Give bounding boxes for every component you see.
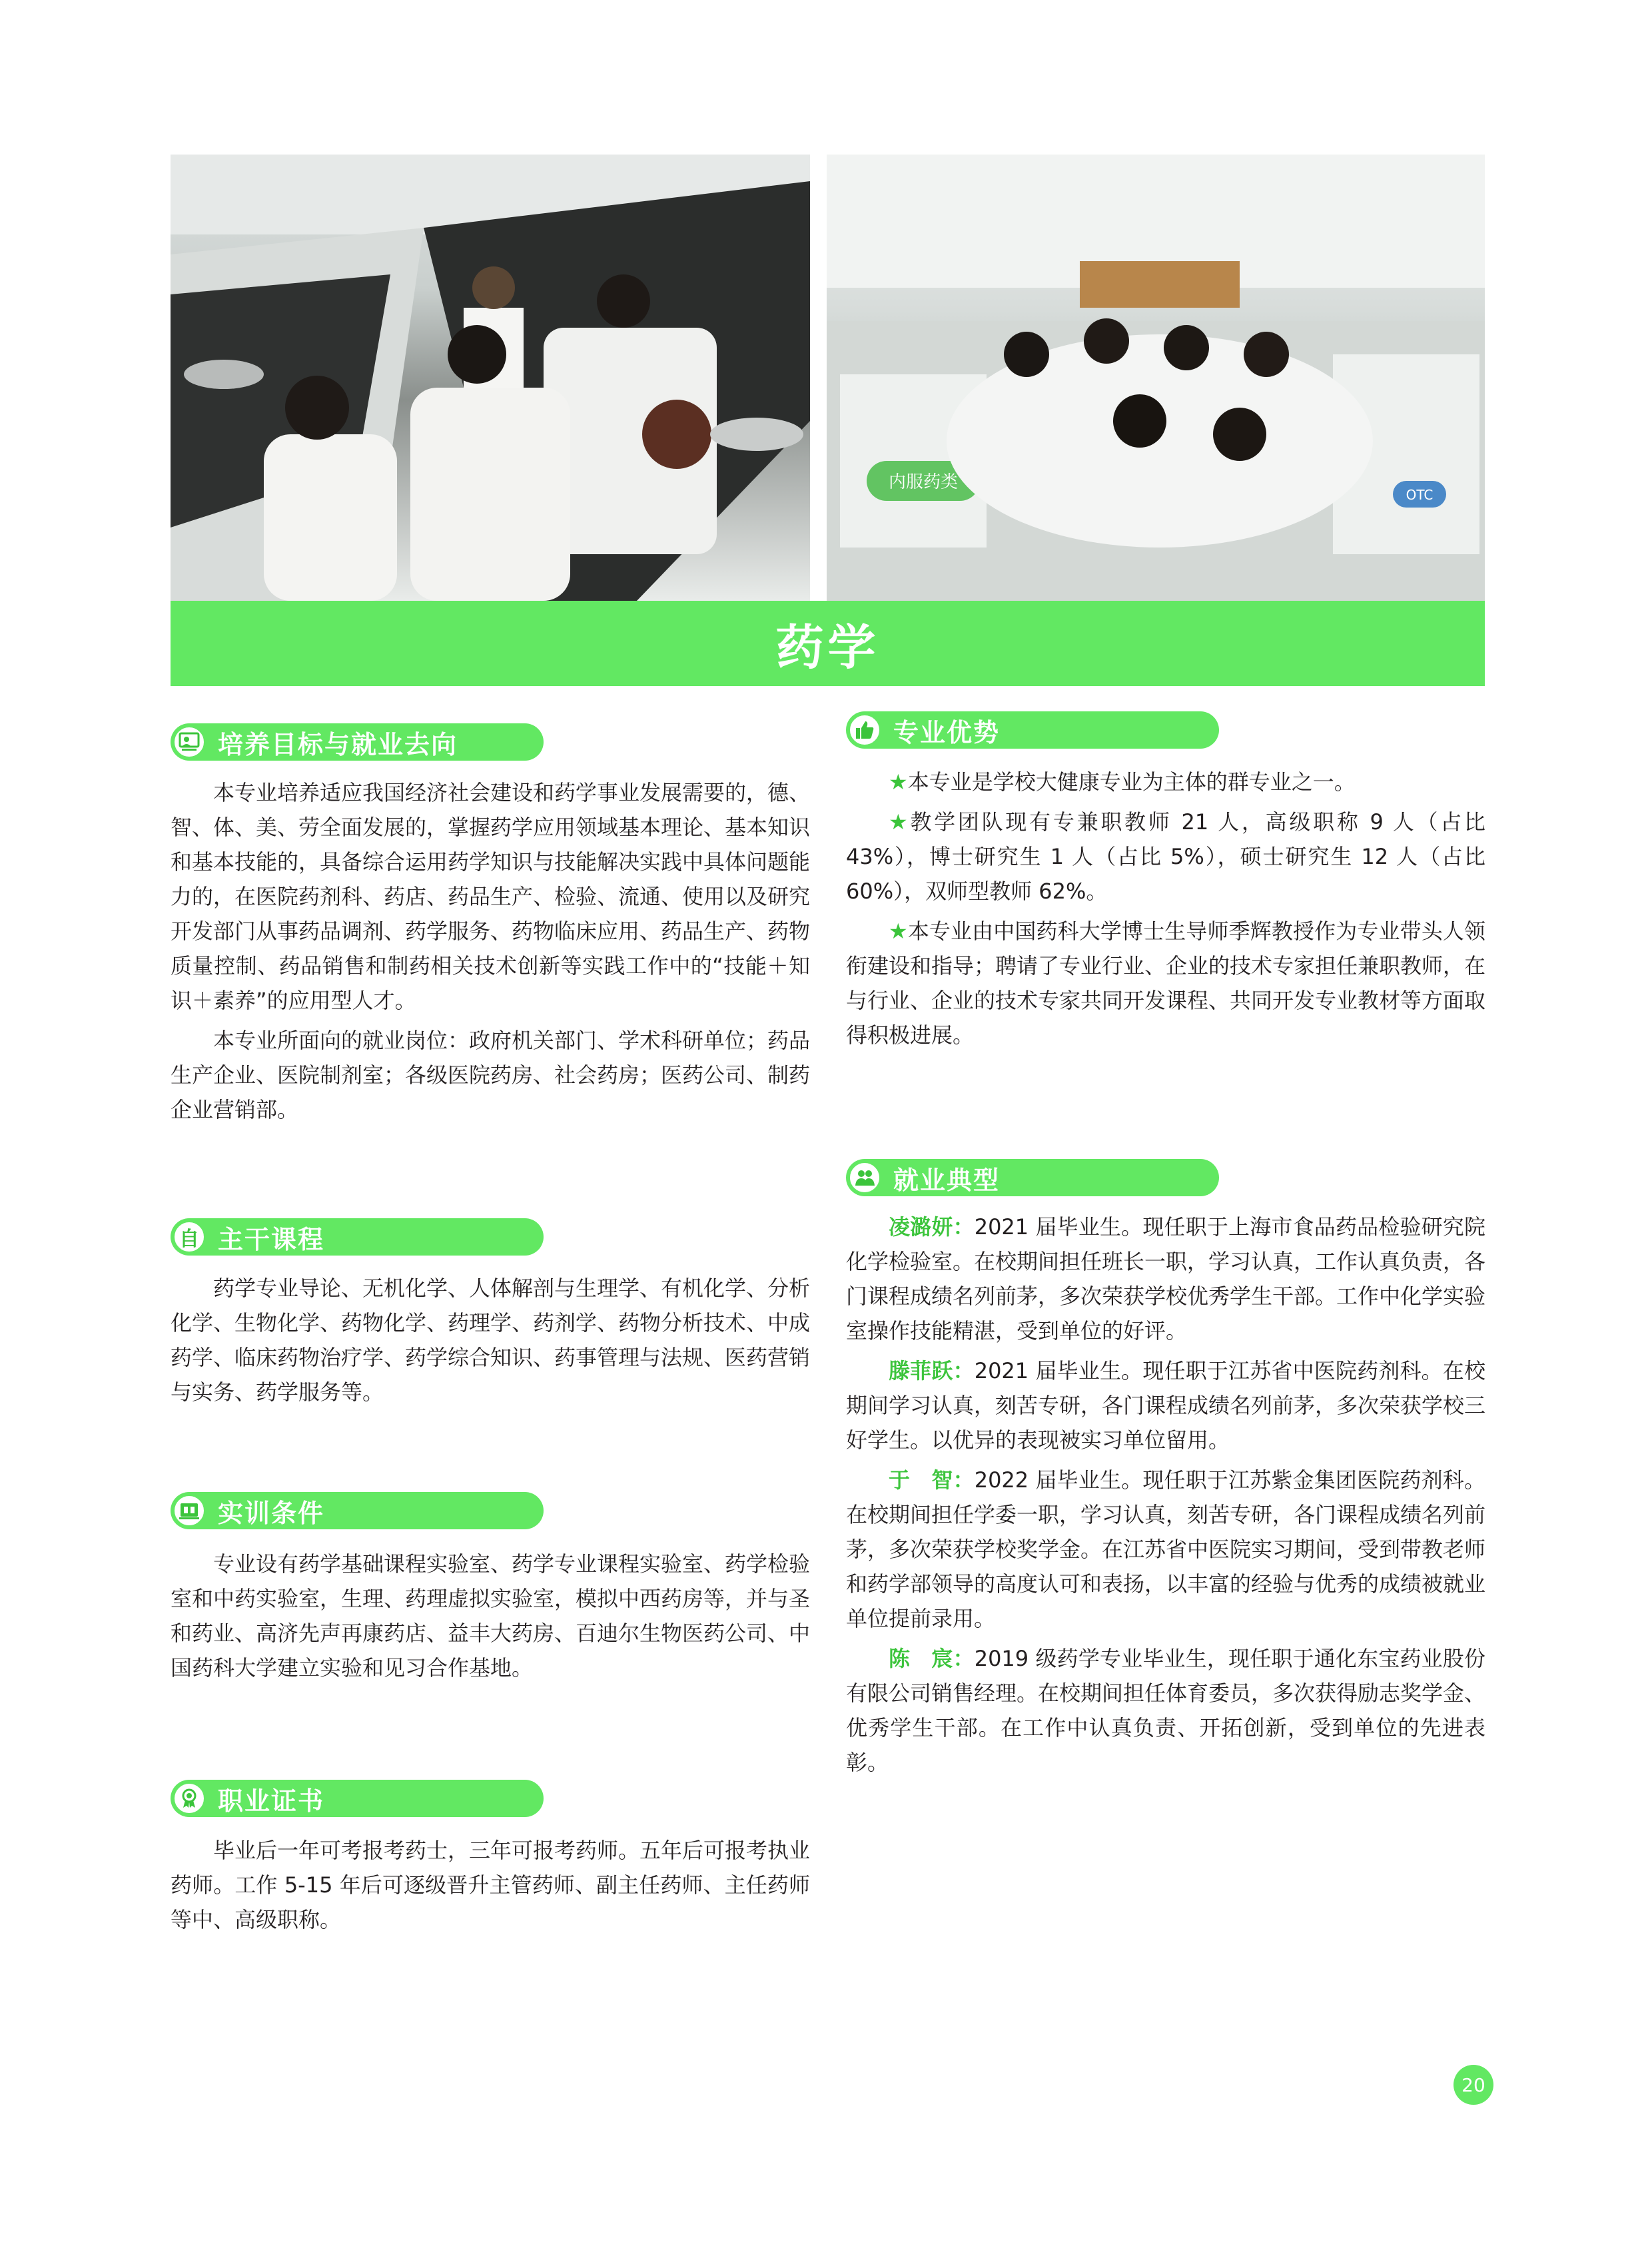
section-header-training-goal bbox=[171, 723, 544, 761]
lab-bench-icon bbox=[173, 1494, 206, 1527]
paragraph: 本专业所面向的就业岗位：政府机关部门、学术科研单位；药品生产企业、医院制剂室；各级医院药房、社会药房；医药公司、制药企业营销部。 bbox=[171, 1028, 811, 1122]
graduate-name: 于 智： bbox=[889, 1467, 975, 1493]
section-header-certificates bbox=[171, 1780, 544, 1817]
pharmacy-sign-text: 内服药类 bbox=[888, 472, 959, 492]
pharmacy-training-photo bbox=[827, 155, 1485, 601]
graduate-name: 滕菲跃： bbox=[889, 1358, 975, 1383]
page-number: 20 bbox=[1453, 2065, 1493, 2105]
self-study-icon-char: 自 bbox=[179, 1228, 199, 1251]
case-text: 2021 届毕业生。现任职于上海市食品药品检验研究院化学检验室。在校期间担任班长一职，学习认真，工作认真负责，各门课程成绩名列前茅，多次荣获学校优秀学生干部。工作中化学实验室操作技能精湛，受到单位的好评。 bbox=[846, 1214, 1486, 1343]
people-group-icon bbox=[848, 1161, 881, 1194]
section-title: 实训条件 bbox=[218, 1498, 325, 1528]
lab-class-illustration bbox=[171, 155, 810, 601]
star-icon: ★ bbox=[889, 809, 911, 835]
training-goal-text bbox=[171, 775, 810, 1127]
section-header-employment-cases bbox=[846, 1159, 1219, 1196]
otc-sign-text: OTC bbox=[1406, 487, 1434, 503]
advantage-text: 教学团队现有专兼职教师 21 人，高级职称 9 人（占比 43%），博士研究生 1 人（占比 5%），硕士研究生 12 人（占比 60%），双师型教师 62%。 bbox=[846, 809, 1485, 904]
main-courses-text bbox=[171, 1271, 810, 1409]
thumbs-up-icon bbox=[848, 713, 881, 747]
award-medal-icon bbox=[173, 1782, 206, 1815]
page-title: 药学 bbox=[775, 619, 880, 675]
self-study-icon bbox=[173, 1220, 206, 1254]
advantage-item bbox=[846, 914, 1485, 1052]
case-item bbox=[846, 1210, 1485, 1348]
section-header-training-conditions bbox=[171, 1492, 544, 1529]
section-title: 培养目标与就业去向 bbox=[218, 729, 458, 759]
section-title: 主干课程 bbox=[218, 1224, 325, 1254]
paragraph: 毕业后一年可考报考药士，三年可报考药师。五年后可报考执业药师。工作 5-15 年后可逐级晋升主管药师、副主任药师、主任药师等中、高级职称。 bbox=[171, 1838, 811, 1932]
training-conditions-text bbox=[171, 1547, 810, 1685]
graduate-name: 凌潞妍： bbox=[889, 1214, 975, 1240]
section-title: 专业优势 bbox=[893, 717, 1001, 747]
advantage-item bbox=[846, 805, 1485, 909]
section-title: 职业证书 bbox=[218, 1786, 325, 1816]
star-icon: ★ bbox=[889, 919, 908, 944]
section-header-advantages bbox=[846, 711, 1219, 749]
star-icon: ★ bbox=[889, 769, 908, 795]
case-text: 2022 届毕业生。现任职于江苏紫金集团医院药剂科。在校期间担任学委一职，学习认真，刻苦专研，各门课程成绩名列前茅，多次荣获学校奖学金。在江苏省中医院实习期间，受到带教老师和药学部领导的高度认可和表扬，以丰富的经验与优秀的成绩被就业单位提前录用。 bbox=[846, 1467, 1486, 1631]
paragraph: 药学专业导论、无机化学、人体解剖与生理学、有机化学、分析化学、生物化学、药物化学、药理学、药剂学、药物分析技术、中成药学、临床药物治疗学、药学综合知识、药事管理与法规、医药营销与实务、药学服务等。 bbox=[171, 1276, 811, 1405]
advantage-item bbox=[846, 765, 1485, 799]
case-item bbox=[846, 1463, 1485, 1636]
lab-class-photo bbox=[171, 155, 810, 601]
advantage-text: 本专业是学校大健康专业为主体的群专业之一。 bbox=[907, 769, 1356, 795]
certificates-text bbox=[171, 1833, 810, 1937]
paragraph: 本专业培养适应我国经济社会建设和药学事业发展需要的，德、智、体、美、劳全面发展的，掌握药学应用领域基本理论、基本知识和基本技能的，具备综合运用药学知识与技能解决实践中具体问题能力的，在医院药剂科、药店、药品生产、检验、流通、使用以及研究开发部门从事药品调剂、药学服务、药物临床应用、药品生产、药物质量控制、药品销售和制药相关技术创新等实践工作中的“技能＋知识＋素养”的应用型人才。 bbox=[171, 780, 811, 1013]
employment-cases-text bbox=[846, 1210, 1485, 1780]
case-item bbox=[846, 1641, 1485, 1780]
graduate-name: 陈 宸： bbox=[889, 1646, 975, 1671]
case-text: 2019 级药学专业毕业生，现任职于通化东宝药业股份有限公司销售经理。在校期间担任体育委员，多次获得励志奖学金、优秀学生干部。在工作中认真负责、开拓创新，受到单位的先进表彰。 bbox=[846, 1646, 1486, 1775]
major-title-bar bbox=[171, 601, 1485, 686]
paragraph: 专业设有药学基础课程实验室、药学专业课程实验室、药学检验室和中药实验室，生理、药理虚拟实验室，模拟中西药房等，并与圣和药业、高济先声再康药店、益丰大药房、百迪尔生物医药公司、中国药科大学建立实验和见习合作基地。 bbox=[171, 1551, 811, 1681]
section-title: 就业典型 bbox=[893, 1165, 1001, 1195]
case-text: 2021 届毕业生。现任职于江苏省中医院药剂科。在校期间学习认真，刻苦专研，各门课程成绩名列前茅，多次荣获学校三好学生。以优异的表现被实习单位留用。 bbox=[846, 1358, 1486, 1453]
pharmacy-training-illustration bbox=[827, 155, 1485, 601]
person-board-icon bbox=[173, 725, 206, 759]
advantages-text bbox=[846, 765, 1485, 1052]
section-header-main-courses bbox=[171, 1218, 544, 1256]
case-item bbox=[846, 1353, 1485, 1457]
advantage-text: 本专业由中国药科大学博士生导师季辉教授作为专业带头人领衔建设和指导；聘请了专业行业、企业的技术专家担任兼职教师，在与行业、企业的技术专家共同开发课程、共同开发专业教材等方面取得积极进展。 bbox=[846, 919, 1486, 1048]
